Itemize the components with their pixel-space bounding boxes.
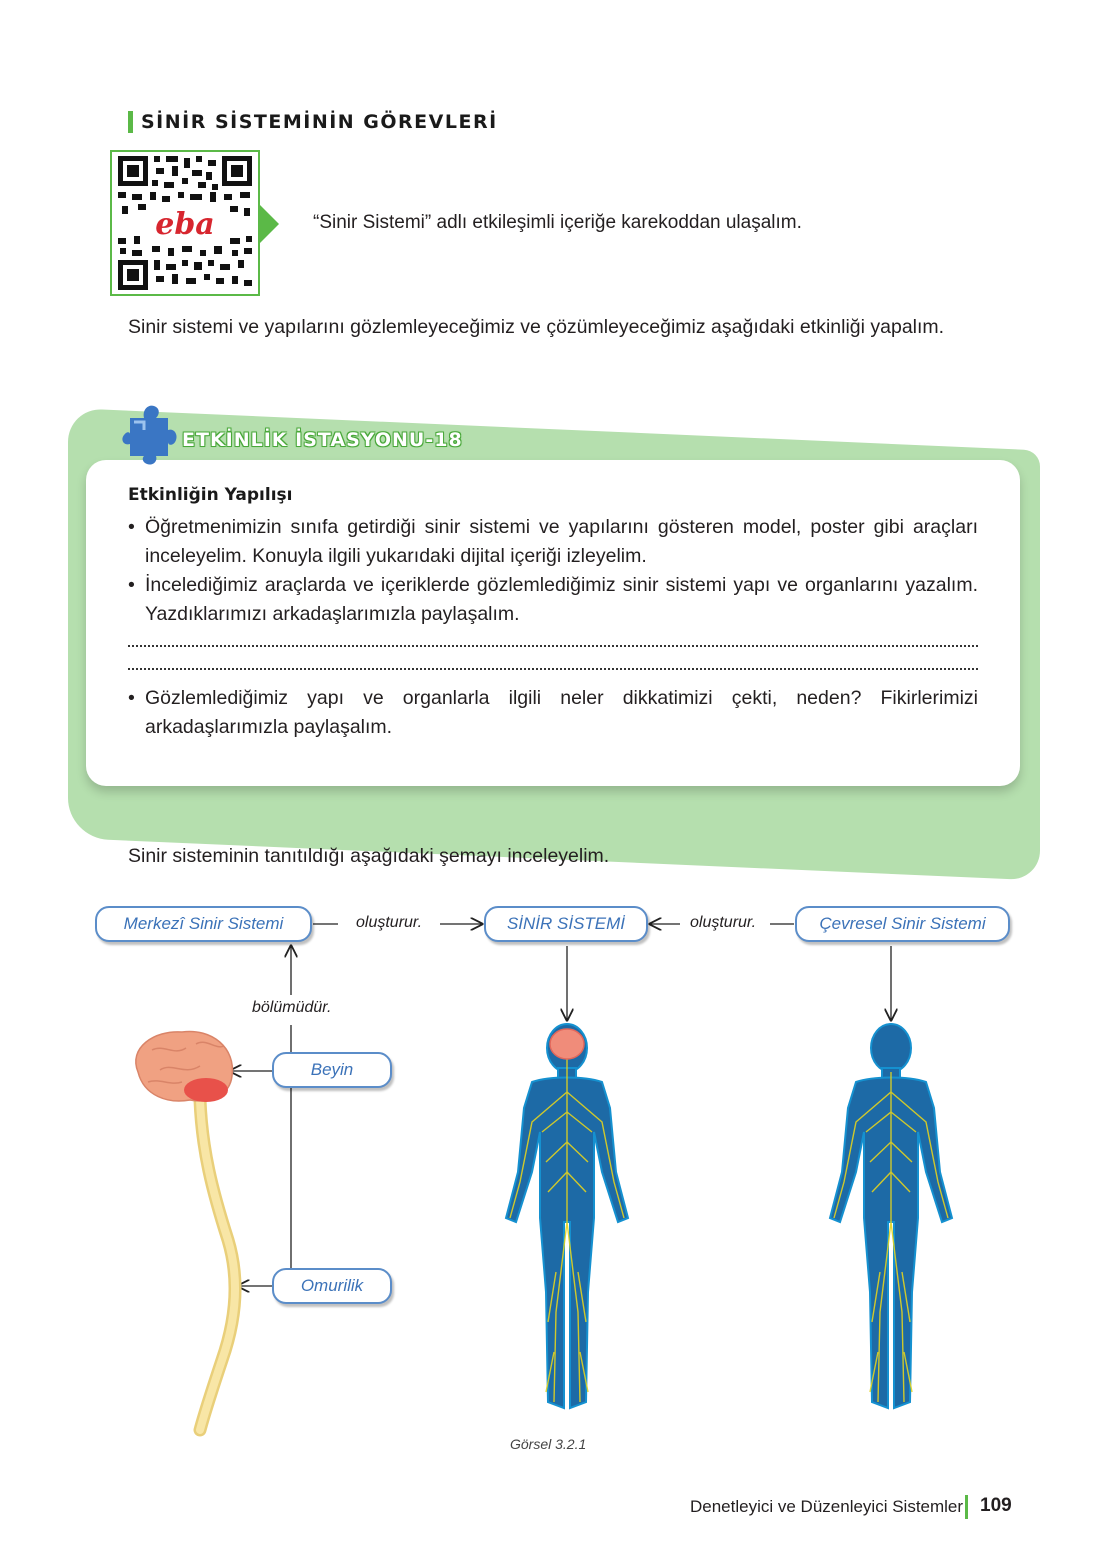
qr-caption: “Sinir Sistemi” adlı etkileşimli içeriğe karekoddan ulaşalım.: [313, 212, 802, 233]
list-item: [128, 513, 978, 571]
list-item-text: Öğretmenimizin sınıfa getirdiği sinir sistemi ve yapılarını gösteren model, poster gibi araçları inceleyelim. Konuyla ilgili yukarıdaki dijital içeriği izleyelim.: [145, 516, 978, 567]
body-peripheral-nervous-system-illustration: [814, 1022, 968, 1422]
footer-chapter: Denetleyici ve Düzenleyici Sistemler: [690, 1497, 964, 1516]
spinal-cord-box: Omurilik: [272, 1268, 392, 1304]
brain-spinal-cord-illustration: [120, 1020, 260, 1440]
central-nervous-system-box: Merkezî Sinir Sistemi: [95, 906, 312, 942]
brain-box: Beyin: [272, 1052, 392, 1088]
footer-divider: [965, 1495, 968, 1519]
intro-paragraph: Sinir sistemi ve yapılarını gözlemleyeceğimiz ve çözümleyeceğimiz aşağıdaki etkinliği yapalım.: [128, 316, 945, 338]
bullet-icon: •: [128, 574, 135, 596]
bullet-icon: •: [128, 516, 135, 538]
section-heading: [128, 110, 498, 134]
qr-pointer-arrow: [260, 205, 279, 243]
schema-intro: Sinir sisteminin tanıtıldığı aşağıdaki şemayı inceleyelim.: [128, 845, 610, 867]
answer-line[interactable]: [128, 645, 978, 649]
list-item-text: Gözlemlediğimiz yapı ve organlarla ilgili neler dikkatimizi çekti, neden? Fikirlerimizi arkadaşlarımızla paylaşalım.: [145, 687, 978, 738]
activity-subtitle: Etkinliğin Yapılışı: [128, 485, 293, 505]
qr-code[interactable]: [110, 150, 260, 296]
body-nervous-system-brain-illustration: [490, 1022, 644, 1422]
nervous-system-box: SİNİR SİSTEMİ: [484, 906, 648, 942]
answer-line[interactable]: [128, 668, 978, 672]
puzzle-icon: [122, 400, 178, 466]
forms-label-left: oluşturur.: [356, 914, 423, 931]
section-marker: [128, 111, 133, 133]
part-of-label: bölümüdür.: [252, 999, 332, 1016]
bullet-icon: •: [128, 687, 135, 709]
list-item-text: İncelediğimiz araçlarda ve içeriklerde gözlemlediğimiz sinir sistemi yapı ve organlarını yazalım. Yazdıklarımızı arkadaşlarımızla paylaşalım.: [145, 574, 978, 625]
svg-text:eba: eba: [155, 207, 215, 242]
section-title: SİNİR SİSTEMİNİN GÖREVLERİ: [141, 111, 498, 133]
peripheral-nervous-system-box: Çevresel Sinir Sistemi: [795, 906, 1010, 942]
page-number: 109: [980, 1495, 1012, 1516]
list-item: [128, 571, 978, 629]
activity-title: ETKİNLİK İSTASYONU-18: [182, 429, 463, 451]
forms-label-right: oluşturur.: [690, 914, 757, 931]
figure-caption: Görsel 3.2.1: [510, 1436, 587, 1452]
list-item: [128, 684, 978, 742]
qr-pattern: [112, 152, 258, 294]
